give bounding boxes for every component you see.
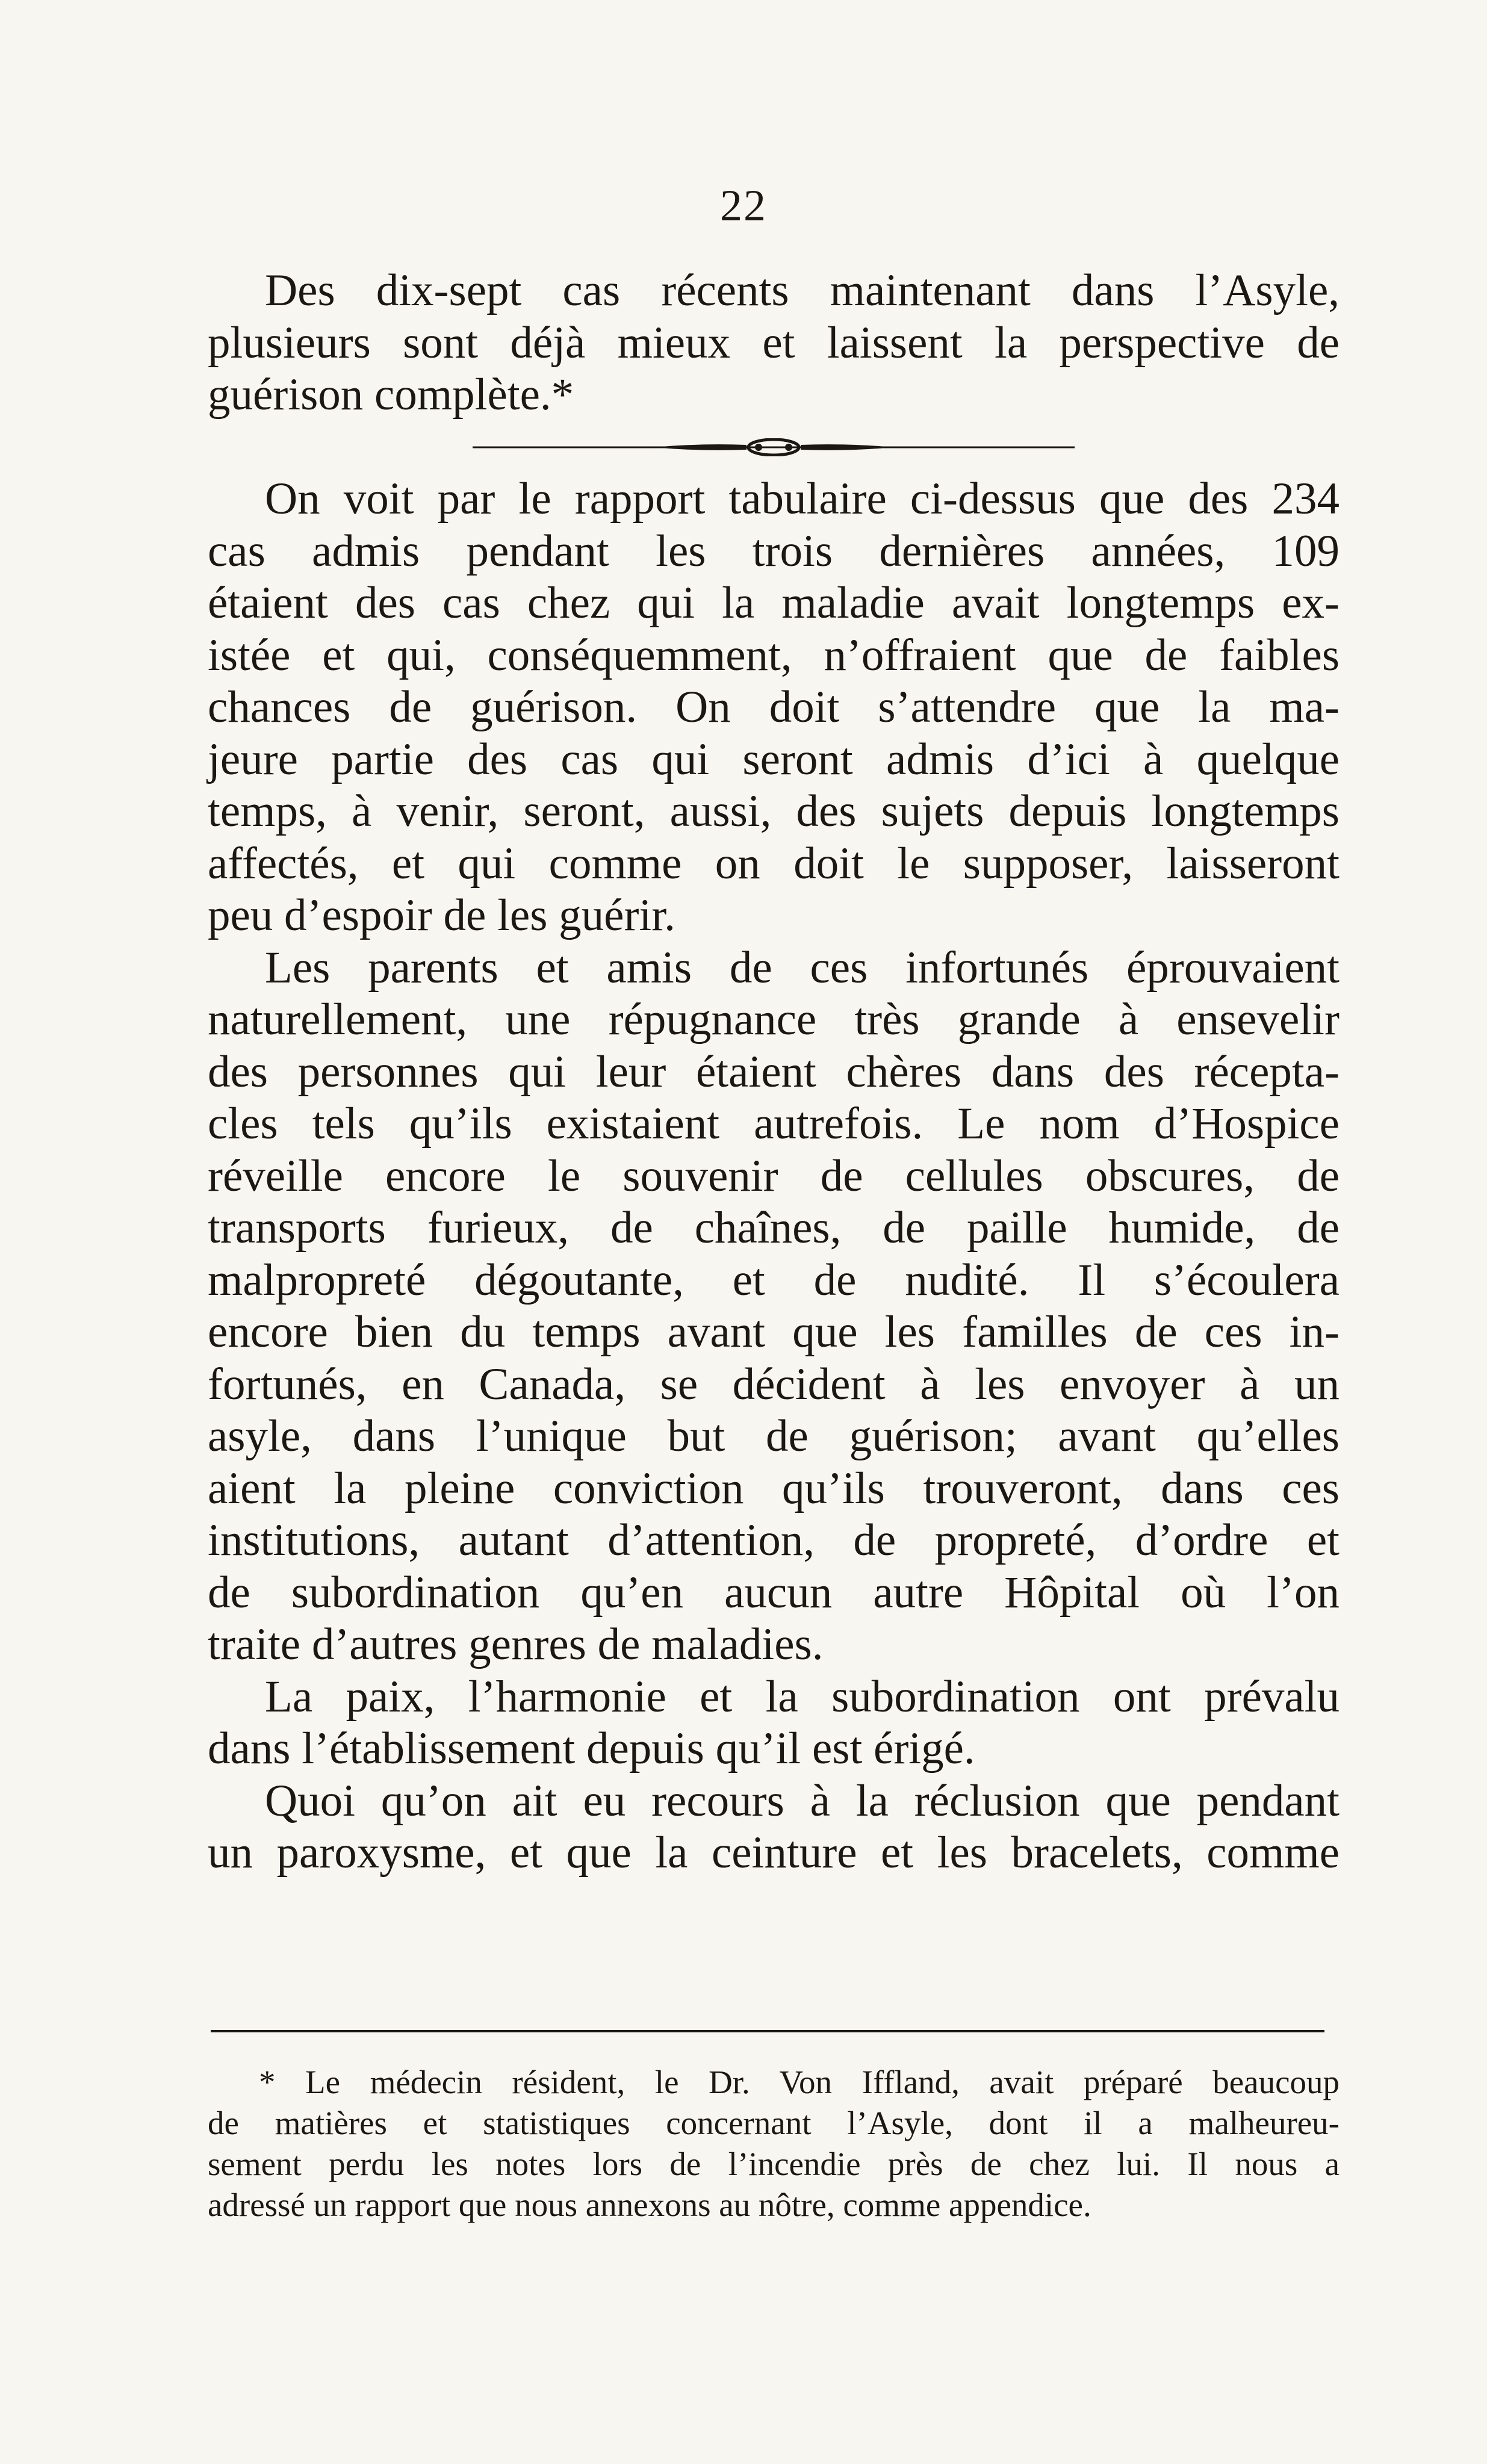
paragraph-line: fortunés, en Canada, se décident à les envoyer à un (208, 1359, 1340, 1409)
paragraph-line: étaient des cas chez qui la maladie avait longtemps ex- (208, 578, 1340, 628)
section-divider-ornament (208, 421, 1340, 474)
paragraph-line: transports furieux, de chaînes, de paille humide, de (208, 1203, 1340, 1253)
paragraph-line: affectés, et qui comme on doit le supposer, laisseront (208, 838, 1340, 889)
paragraph-line: naturellement, une répugnance très grande à ensevelir (208, 995, 1340, 1044)
paragraph-line: de subordination qu’en aucun autre Hôpital où l’on (208, 1567, 1340, 1618)
footnote-line: sement perdu les notes lors de l’incendie près de chez lui. Il nous a (208, 2146, 1340, 2182)
footnote-divider (211, 2030, 1324, 2032)
paragraph-line: cas admis pendant les trois dernières années, 109 (208, 526, 1340, 576)
paragraph-line: peu d’espoir de les guérir. (208, 890, 675, 940)
paragraph-line: un paroxysme, et que la ceinture et les bracelets, comme (208, 1828, 1340, 1878)
paragraph-line: institutions, autant d’attention, de propreté, d’ordre et (208, 1515, 1340, 1565)
ornament-icon (473, 438, 1075, 456)
paragraph-line: aient la pleine conviction qu’ils trouveront, dans ces (208, 1463, 1340, 1513)
paragraph-line: chances de guérison. On doit s’attendre que la ma- (208, 682, 1340, 732)
body-text (208, 265, 1340, 1879)
paragraph-line: Quoi qu’on ait eu recours à la réclusion que pendant (265, 1775, 1340, 1826)
paragraph-line: réveille encore le souvenir de cellules obscures, de (208, 1150, 1340, 1201)
paragraph-line: Des dix-sept cas récents maintenant dans l’Asyle, (265, 265, 1340, 315)
paragraph-line: dans l’établissement depuis qu’il est érigé. (208, 1724, 975, 1774)
paragraph-line: cles tels qu’ils existaient autrefois. Le nom d’Hospice (208, 1099, 1340, 1149)
footnote-line: de matières et statistiques concernant l’Asyle, dont il a malheureu- (208, 2105, 1340, 2141)
footnote-line: adressé un rapport que nous annexons au nôtre, comme appendice. (208, 2186, 1091, 2223)
paragraph-line: jeure partie des cas qui seront admis d’ici à quelque (208, 734, 1340, 784)
paragraph-line: On voit par le rapport tabulaire ci-dessus que des 234 (265, 474, 1340, 524)
footnote-line: * Le médecin résident, le Dr. Von Iffland, avait préparé beaucoup (259, 2064, 1340, 2100)
paragraph-line: des personnes qui leur étaient chères dans des récepta- (208, 1046, 1340, 1097)
paragraph-line: La paix, l’harmonie et la subordination ont prévalu (265, 1671, 1340, 1722)
paragraph-line: malpropreté dégoutante, et de nudité. Il s’écoulera (208, 1255, 1340, 1305)
paragraph-line: encore bien du temps avant que les familles de ces in- (208, 1307, 1340, 1357)
paragraph-line: istée et qui, conséquemment, n’offraient que de faibles (208, 630, 1340, 680)
paragraph-line: asyle, dans l’unique but de guérison; avant qu’elles (208, 1411, 1340, 1461)
footnote (208, 2062, 1340, 2226)
paragraph-line: plusieurs sont déjà mieux et laissent la perspective de (208, 317, 1340, 368)
page-number: 22 (720, 181, 767, 231)
paragraph-line: Les parents et amis de ces infortunés éprouvaient (265, 942, 1340, 993)
paragraph-line: traite d’autres genres de maladies. (208, 1619, 824, 1669)
paragraph-line: temps, à venir, seront, aussi, des sujets depuis longtemps (208, 786, 1340, 836)
paragraph-line: guérison complète.* (208, 370, 574, 420)
